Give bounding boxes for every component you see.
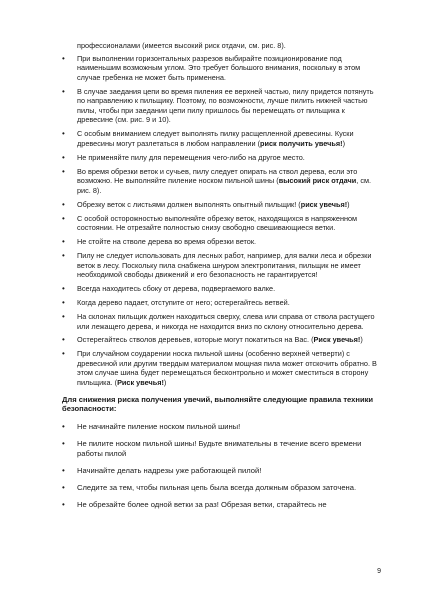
- bullet-icon: •: [62, 349, 65, 359]
- list-item: • С особой осторожностью выполняйте обрезку веток, находящихся в напряженном состоянии. Не отрезайте полностью снизу свободно свешивающиеся ветки.: [62, 213, 358, 233]
- bullet-icon: •: [62, 439, 65, 449]
- list-item: • Когда дерево падает, отступите от него; остерегайтесь ветвей.: [62, 298, 290, 308]
- bullet-icon: •: [62, 199, 65, 209]
- bullet-icon: •: [62, 500, 65, 509]
- continuation-text: профессионалами (имеется высокий риск отдачи, см. рис. 8).: [77, 41, 286, 50]
- list-item: • С особым вниманием следует выполнять пилку расщепленной древесины. Куски древесины могут разлетаться в любом направлении (риск получить увечья!): [62, 129, 354, 148]
- bullet-icon: •: [62, 53, 65, 63]
- bullet-icon: •: [62, 311, 65, 321]
- bullet-icon: •: [62, 466, 65, 476]
- list-item: • Обрезку веток с листьями должен выполнять опытный пильщик! (риск увечья!): [62, 199, 350, 209]
- bullet-icon: •: [62, 422, 65, 432]
- list-item: • Не начинайте пиление носком пильной шины!: [62, 422, 241, 432]
- list-item: • В случае заедания цепи во время пиления ее верхней частью, пилу придется потянуть по направлению к пильщику. Поэтому, по возможности, лучше пилить нижней частью пилы, чтобы при заедании цепи пилу пришлось бы перемещать от пильщика к древесине (см. рис. 9 и 10).: [62, 86, 374, 125]
- list-item: • Не применяйте пилу для перемещения чего-либо на другое место.: [62, 152, 305, 162]
- bullet-icon: •: [62, 86, 65, 96]
- list-item: • Следите за тем, чтобы пильная цепь была всегда должным образом заточена.: [62, 483, 357, 493]
- list-item: • Всегда находитесь сбоку от дерева, подвергаемого валке.: [62, 284, 276, 294]
- bullet-icon: •: [62, 237, 65, 247]
- list-item: • Не стойте на стволе дерева во время обрезки веток.: [62, 237, 257, 247]
- bullet-icon: •: [62, 129, 65, 139]
- bullet-icon: •: [62, 335, 65, 345]
- list-item: • Начинайте делать надрезы уже работающей пилой!: [62, 466, 262, 476]
- bullet-icon: •: [62, 298, 65, 308]
- list-item: • При выполнении горизонтальных разрезов выбирайте позиционирование под наименьшим возможным углом. Это требует большого внимания, поскольку в этом случае гребенка не может быть применена.: [62, 53, 361, 82]
- list-item: • При случайном соударении носка пильной шины (особенно верхней четверти) с древесиной или другим твердым материалом мощная пила может отскочить обратно. В этом случае шина будет перемещаться бесконтрольно и может сместиться в сторону пильщика. (Риск увечья!): [62, 349, 377, 388]
- bullet-icon: •: [62, 152, 65, 162]
- document-page: [62, 41, 378, 517]
- bullet-icon: •: [62, 251, 65, 261]
- list-item: • Не пилите носком пильной шины! Будьте внимательны в течение всего времени работы пилой: [62, 439, 362, 459]
- bullet-icon: •: [62, 284, 65, 294]
- bullet-icon: •: [62, 213, 65, 223]
- bullet-icon: •: [62, 483, 65, 493]
- list-item: • На склонах пильщик должен находиться сверху, слева или справа от ствола растущего или лежащего дерева, и никогда не находится вниз по склону относительно дерева.: [62, 311, 375, 331]
- safety-list: [62, 54, 378, 388]
- list-item: • Не обрезайте более одной ветки за раз! Обрезая ветки, старайтесь не: [62, 500, 327, 509]
- page-number: 9: [377, 568, 381, 575]
- bullet-icon: •: [62, 166, 65, 176]
- list-item: • Остерегайтесь стволов деревьев, которые могут покатиться на Вас. (Риск увечья!): [62, 335, 363, 345]
- list-item: • Во время обрезки веток и сучьев, пилу следует опирать на ствол дерева, если это возможно. Не выполняйте пиление носком пильной шины (высокий риск отдачи, см. рис. 8).: [62, 166, 372, 195]
- rules-list: [62, 422, 378, 510]
- list-item: • Пилу не следует использовать для лесных работ, например, для валки леса и обрезки веток в лесу. Поскольку пила снабжена шнуром электропитания, пильщик не имеет необходимой свободы движений и его безопасность не гарантируется!: [62, 251, 372, 280]
- section-heading: Для снижения риска получения увечий, выполняйте следующие правила техники безопасности:: [62, 394, 374, 414]
